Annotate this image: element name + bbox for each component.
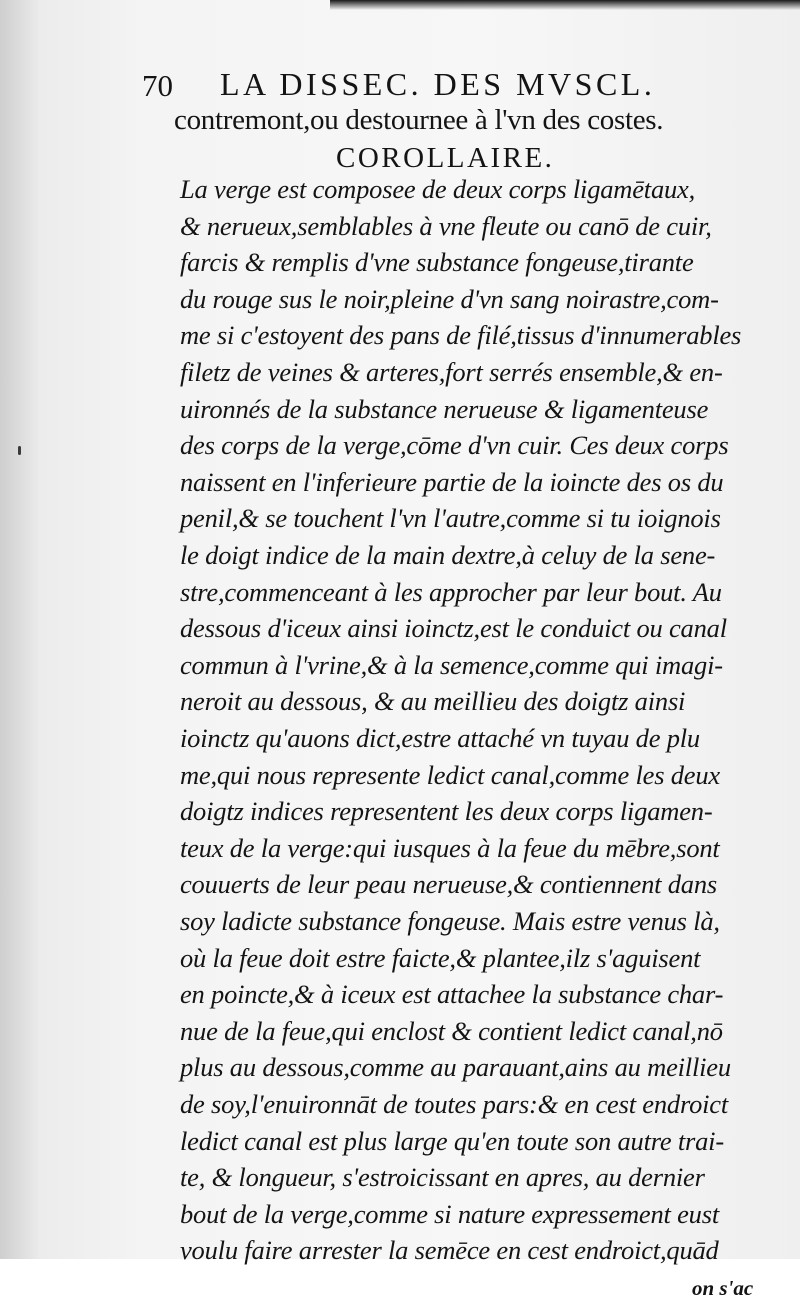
text-line: le doigt indice de la main dextre,à celuy de la sene-: [180, 540, 716, 570]
text-line: en poincte,& à iceux est attachee la substance char-: [180, 979, 724, 1010]
text-line: de soy,l'enuironnāt de toutes pars:& en cest endroict: [180, 1089, 729, 1119]
text-line: me,qui nous represente ledict canal,comme les deux: [180, 759, 720, 790]
catchword: on s'ac: [692, 1276, 754, 1300]
text-line: teux de la verge:qui iusques à la feue du mēbre,sont: [180, 832, 720, 863]
top-page-edge: [330, 0, 800, 10]
text-line: La verge est composee de deux corps ligamētaux,: [180, 174, 696, 204]
text-line: & nerueux,semblables à vne fleute ou canō de cuir,: [180, 210, 712, 241]
text-line: dessous d'iceux ainsi ioinctz,est le conduict ou canal: [180, 613, 727, 644]
section-heading: COROLLAIRE.: [336, 142, 555, 174]
page-number: 70: [142, 68, 173, 103]
text-line: te, & longueur, s'estroicissant en apres, au dernier: [180, 1162, 705, 1193]
text-line: neroit au dessous, & au meillieu des doigtz ainsi: [180, 686, 686, 717]
first-text-line: contremont,ou destournee à l'vn des costes.: [174, 104, 664, 136]
text-line: filetz de veines & arteres,fort serrés ensemble,& en-: [180, 357, 723, 387]
text-line: farcis & remplis d'vne substance fongeuse,tirante: [180, 247, 694, 278]
text-line: commun à l'vrine,& à la semence,comme qui imagi-: [180, 649, 723, 680]
gutter-shadow: [0, 0, 40, 1259]
text-line: bout de la verge,comme si nature expressement eust: [180, 1198, 719, 1229]
text-line: ioinctz qu'auons dict,estre attaché vn tuyau de plu: [180, 723, 700, 753]
text-line: des corps de la verge,cōme d'vn cuir. Ces deux corps: [180, 430, 729, 461]
text-line: soy ladicte substance fongeuse. Mais estre venus là,: [180, 906, 720, 936]
text-line: me si c'estoyent des pans de filé,tissus d'innumerables: [180, 320, 742, 351]
text-line: plus au dessous,comme au parauant,ains au meillieu: [180, 1052, 731, 1083]
text-line: où la feue doit estre faicte,& plantee,ilz s'aguisent: [180, 942, 701, 973]
text-line: voulu faire arrester la semēce en cest endroict,quād: [180, 1235, 719, 1266]
page-header: [142, 64, 742, 108]
text-line: nue de la feue,qui enclost & contient ledict canal,nō: [180, 1015, 723, 1046]
text-line: naissent en l'inferieure partie de la ioincte des os du: [180, 466, 724, 497]
text-line: stre,commenceant à les approcher par leur bout. Au: [180, 576, 722, 607]
text-line: doigtz indices representent les deux corps ligamen-: [180, 796, 713, 827]
text-line: couuerts de leur peau nerueuse,& contiennent dans: [180, 869, 718, 900]
text-line: du rouge sus le noir,pleine d'vn sang noirastre,com-: [180, 283, 719, 314]
running-head: LA DISSEC. DES MVSCL.: [220, 66, 656, 102]
text-line: ledict canal est plus large qu'en toute son autre trai-: [180, 1125, 724, 1156]
ink-speck: [18, 446, 21, 455]
text-line: penil,& se touchent l'vn l'autre,comme si tu ioignois: [180, 503, 721, 534]
text-line: uironnés de la substance nerueuse & ligamenteuse: [180, 393, 709, 424]
